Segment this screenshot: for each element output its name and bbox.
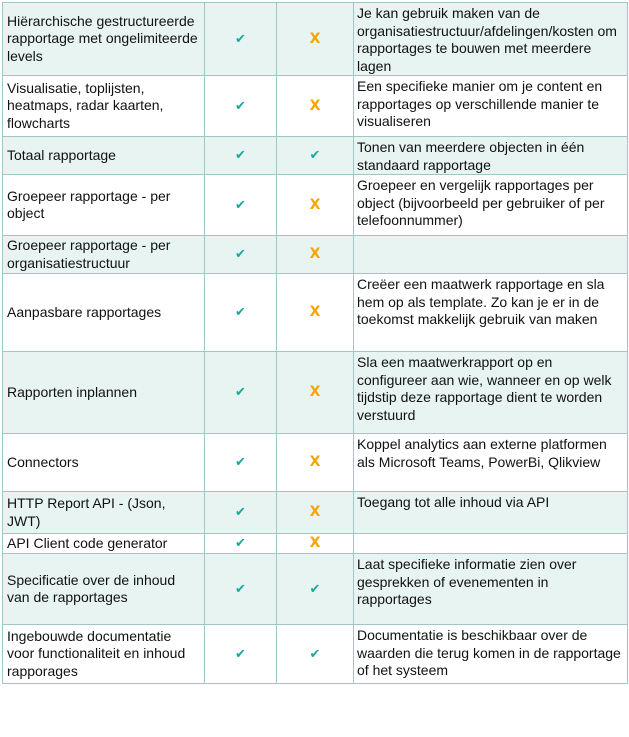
table-row [3,554,628,625]
description-cell: Documentatie is beschikbaar over de waarden die terug komen in de rapportage of het systeem [354,625,628,684]
cross-icon: X [309,30,321,47]
checkmark-icon: ✔ [235,505,246,521]
first-option-cell [205,492,277,534]
checkmark-icon: ✔ [309,148,321,164]
feature-name-cell: Groepeer rapportage - per object [3,175,205,236]
feature-comparison-table [2,2,628,684]
second-option-cell [277,352,354,434]
feature-name-cell: Visualisatie, toplijsten, heatmaps, radar kaarten, flowcharts [3,76,205,137]
table-row [3,274,628,352]
first-option-cell [205,137,277,175]
description-cell: Creëer een maatwerk rapportage en sla hem op als template. Zo kan je er in de toekomst makkelijk gebruik van maken [354,274,628,352]
checkmark-icon: ✔ [235,247,246,263]
feature-name-cell: Groepeer rapportage - per organisatiestructuur [3,236,205,274]
first-option-cell [205,554,277,625]
first-option-cell [205,236,277,274]
second-option-cell [277,3,354,76]
second-option-cell [277,554,354,625]
feature-name-cell: HTTP Report API - (Json, JWT) [3,492,205,534]
checkmark-icon: ✔ [235,536,246,552]
checkmark-icon: ✔ [309,581,321,597]
first-option-cell [205,274,277,352]
feature-name-cell: Ingebouwde documentatie voor functionaliteit en inhoud rapporages [3,625,205,684]
feature-name-cell: Specificatie over de inhoud van de rapportages [3,554,205,625]
first-option-cell [205,3,277,76]
first-option-cell [205,352,277,434]
first-option-cell [205,625,277,684]
table-row [3,137,628,175]
checkmark-icon: ✔ [235,455,246,471]
feature-name-cell: Connectors [3,434,205,492]
cross-icon: X [309,97,321,114]
feature-name-cell: Rapporten inplannen [3,352,205,434]
description-cell: Tonen van meerdere objecten in één standaard rapportage [354,137,628,175]
table-row [3,175,628,236]
description-cell: Je kan gebruik maken van de organisatiestructuur/afdelingen/kosten om rapportages te bouwen met meerdere lagen [354,3,628,76]
cross-icon: X [309,304,321,321]
cross-icon: X [309,535,321,552]
checkmark-icon: ✔ [235,646,246,662]
checkmark-icon: ✔ [235,31,246,47]
checkmark-icon: ✔ [235,148,246,164]
checkmark-icon: ✔ [235,305,246,321]
first-option-cell [205,76,277,137]
second-option-cell [277,492,354,534]
feature-name-cell: API Client code generator [3,534,205,554]
description-cell [354,534,628,554]
description-cell [354,236,628,274]
second-option-cell [277,236,354,274]
cross-icon: X [309,504,321,521]
feature-name-cell: Totaal rapportage [3,137,205,175]
first-option-cell [205,434,277,492]
checkmark-icon: ✔ [235,581,246,597]
second-option-cell [277,625,354,684]
table-body [3,3,628,684]
second-option-cell [277,175,354,236]
checkmark-icon: ✔ [235,98,246,114]
table-row [3,352,628,434]
cross-icon: X [309,384,321,401]
second-option-cell [277,76,354,137]
checkmark-icon: ✔ [235,197,246,213]
table-row [3,76,628,137]
feature-name-cell: Hiërarchische gestructureerde rapportage met ongelimiteerde levels [3,3,205,76]
description-cell: Laat specifieke informatie zien over gesprekken of evenementen in rapportages [354,554,628,625]
checkmark-icon: ✔ [309,646,321,662]
cross-icon: X [309,196,321,213]
description-cell: Groepeer en vergelijk rapportages per object (bijvoorbeeld per gebruiker of per telefoonnummer) [354,175,628,236]
first-option-cell [205,534,277,554]
second-option-cell [277,274,354,352]
table-row [3,625,628,684]
checkmark-icon: ✔ [235,385,246,401]
cross-icon: X [309,246,321,263]
second-option-cell [277,137,354,175]
table-row [3,3,628,76]
cross-icon: X [309,454,321,471]
description-cell: Toegang tot alle inhoud via API [354,492,628,534]
description-cell: Sla een maatwerkrapport op en configureer aan wie, wanneer en op welk tijdstip deze rapportage dient te worden verstuurd [354,352,628,434]
first-option-cell [205,175,277,236]
table-row [3,434,628,492]
description-cell: Koppel analytics aan externe platformen als Microsoft Teams, PowerBi, Qlikview [354,434,628,492]
second-option-cell [277,434,354,492]
feature-name-cell: Aanpasbare rapportages [3,274,205,352]
table-row [3,534,628,554]
table-row [3,492,628,534]
second-option-cell [277,534,354,554]
description-cell: Een specifieke manier om je content en rapportages op verschillende manier te visualiseren [354,76,628,137]
table-row [3,236,628,274]
